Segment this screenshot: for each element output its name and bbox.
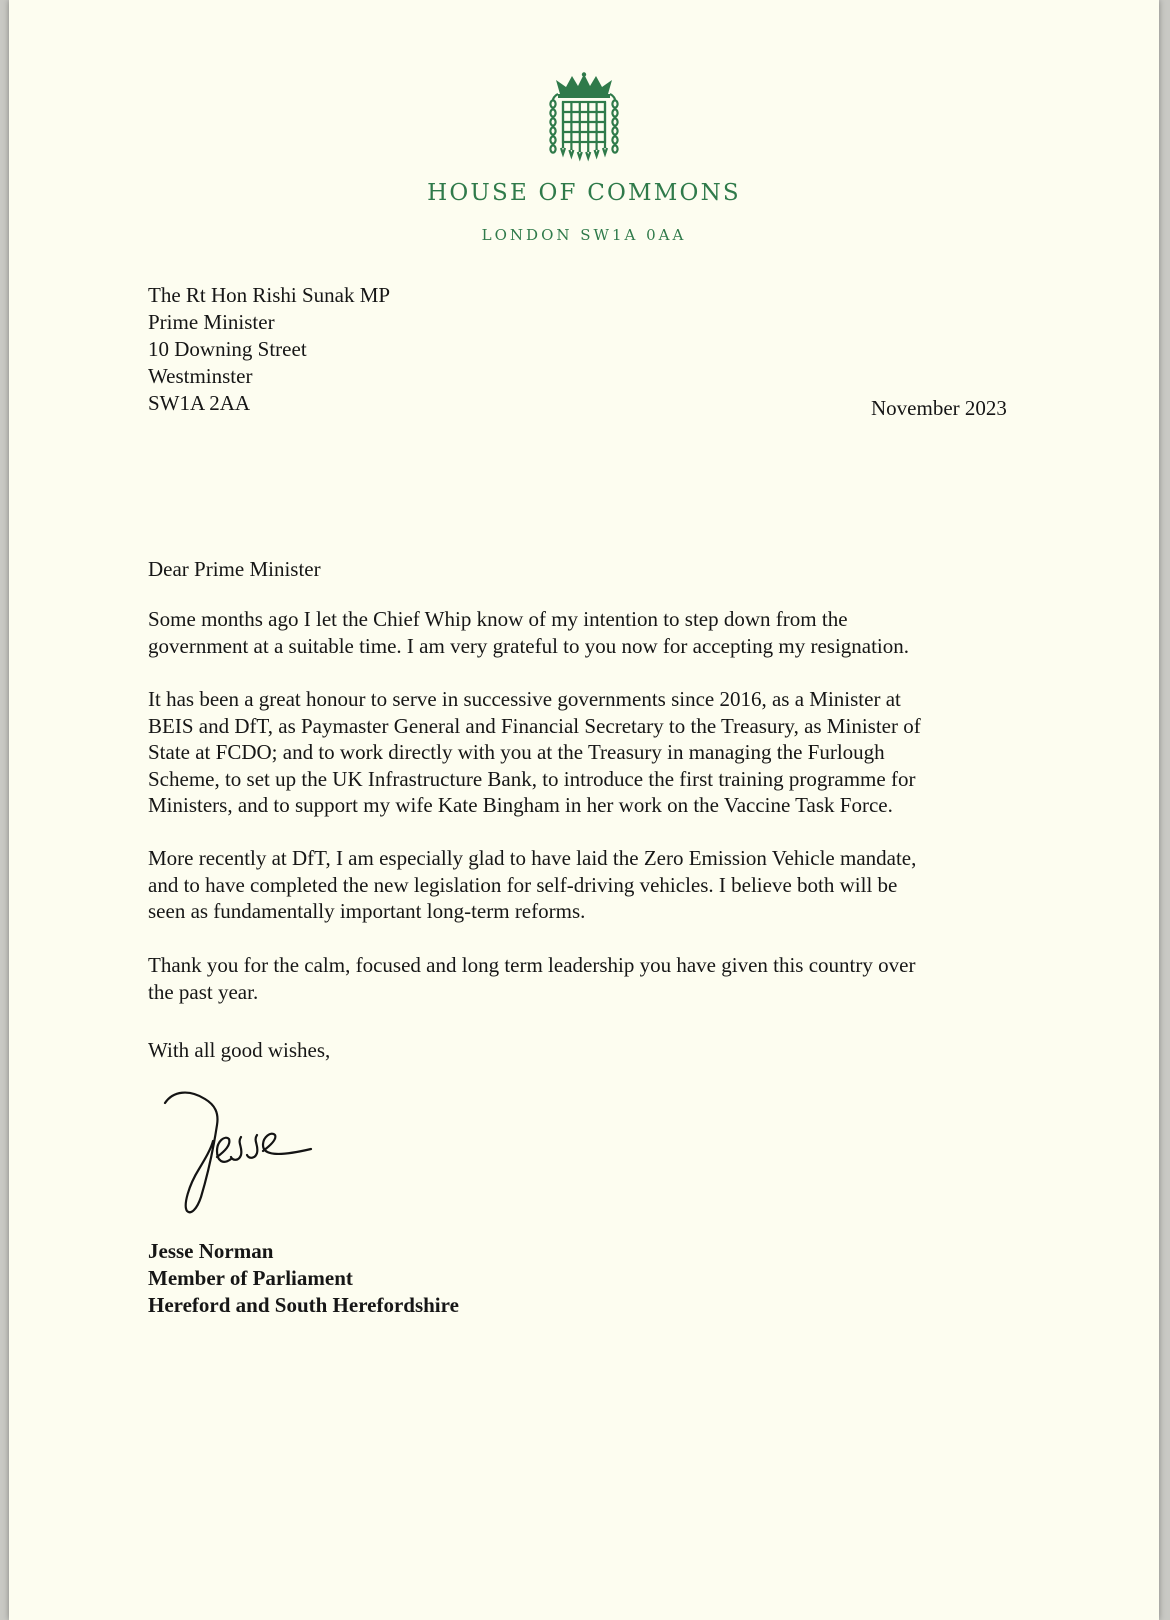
sender-name: Jesse Norman xyxy=(148,1239,274,1263)
letterhead-address: LONDON SW1A 0AA xyxy=(481,226,687,244)
paragraph-line: the past year. xyxy=(148,979,259,1004)
paragraph-line: Scheme, to set up the UK Infrastructure Bank, to introduce the first training programme for xyxy=(148,766,916,791)
paragraph-line: More recently at DfT, I am especially glad to have laid the Zero Emission Vehicle mandate, xyxy=(148,846,917,870)
sender-constituency: Hereford and South Herefordshire xyxy=(148,1293,459,1317)
salutation: Dear Prime Minister xyxy=(148,557,321,581)
paragraph-line: government at a suitable time. I am very grateful to you now for accepting my resignation. xyxy=(148,633,910,658)
paragraph-line: seen as fundamentally important long-term reforms. xyxy=(148,899,586,924)
paragraph-line: It has been a great honour to serve in successive governments since 2016, as a Minister at xyxy=(148,687,901,711)
paragraph-line: BEIS and DfT, as Paymaster General and Financial Secretary to the Treasury, as Minister of xyxy=(148,713,921,738)
sender-details xyxy=(148,1238,459,1319)
body-paragraph-1 xyxy=(148,606,909,659)
body-paragraph-2 xyxy=(148,686,921,819)
letterhead-title: HOUSE OF COMMONS xyxy=(427,180,741,206)
recipient-line: Prime Minister xyxy=(148,310,275,334)
letter-date: November 2023 xyxy=(871,396,1007,420)
body-paragraph-3 xyxy=(148,845,916,925)
recipient-line: 10 Downing Street xyxy=(148,337,307,361)
paragraph-line: Thank you for the calm, focused and long term leadership you have given this country over xyxy=(148,953,916,977)
recipient-line: SW1A 2AA xyxy=(148,391,251,415)
recipient-address xyxy=(148,282,390,417)
recipient-line: Westminster xyxy=(148,364,253,388)
body-paragraph-4 xyxy=(148,952,915,1005)
paragraph-line: Ministers, and to support my wife Kate Bingham in her work on the Vaccine Task Force. xyxy=(148,793,893,818)
letter-page xyxy=(9,0,1159,1620)
closing-line: With all good wishes, xyxy=(148,1038,331,1062)
portcullis-crest-icon xyxy=(546,72,622,164)
sender-title: Member of Parliament xyxy=(148,1266,353,1290)
paragraph-line: Some months ago I let the Chief Whip know of my intention to step down from the xyxy=(148,607,848,631)
paragraph-line: State at FCDO; and to work directly with you at the Treasury in managing the Furlough xyxy=(148,740,885,765)
paragraph-line: and to have completed the new legislation for self-driving vehicles. I believe both will be xyxy=(148,872,898,897)
handwritten-signature xyxy=(159,1085,329,1220)
recipient-line: The Rt Hon Rishi Sunak MP xyxy=(148,283,391,307)
